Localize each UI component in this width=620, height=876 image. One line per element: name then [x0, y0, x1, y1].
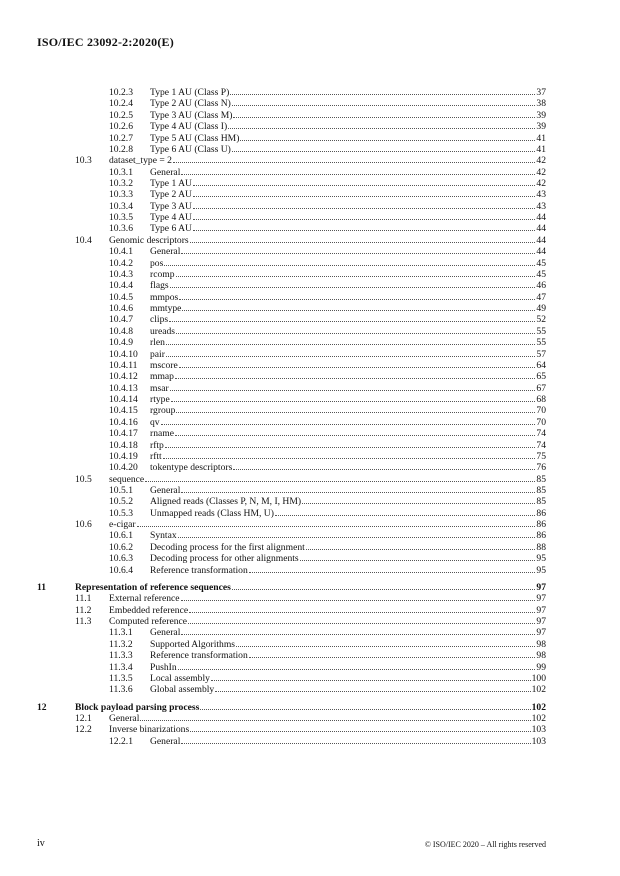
toc-entry-title: General — [150, 166, 181, 178]
toc-entry-title: Type 3 AU (Class M) — [150, 109, 233, 121]
toc-entry-number: 11.1 — [75, 593, 92, 605]
toc-entry-number: 12.1 — [75, 713, 92, 724]
toc-entry[interactable] — [0, 336, 620, 348]
toc-entry-number: 10.5.1 — [109, 485, 133, 496]
toc-entry-title: Type 4 AU — [150, 212, 192, 224]
toc-entry[interactable] — [0, 393, 620, 405]
leader-dots — [232, 151, 536, 152]
toc-entry[interactable] — [0, 450, 620, 462]
toc-entry-title: Reference transformation — [150, 564, 248, 576]
toc-entry-number: 10.2.5 — [109, 109, 133, 121]
toc-entry-number: 10.4.17 — [109, 428, 138, 440]
toc-entry-page: 74 — [536, 439, 546, 451]
toc-entry-title: sequence — [109, 473, 145, 485]
toc-entry-page: 85 — [536, 496, 546, 508]
toc-entry[interactable] — [0, 348, 620, 360]
toc-entry-page: 97 — [536, 581, 546, 593]
toc-entry-title: Type 1 AU — [150, 178, 192, 189]
toc-entry-number: 10.5 — [75, 473, 92, 485]
toc-entry[interactable] — [0, 638, 620, 650]
toc-entry-title: mmpos — [150, 291, 179, 303]
leader-dots — [232, 105, 536, 106]
toc-entry-title: Type 6 AU (Class U) — [150, 143, 231, 155]
toc-entry[interactable] — [0, 222, 620, 234]
toc-entry-title: Unmapped reads (Class HM, U) — [150, 507, 274, 519]
toc-entry[interactable] — [0, 473, 620, 485]
toc-entry-number: 12.2 — [75, 724, 92, 736]
toc-entry-number: 10.4.6 — [109, 303, 133, 314]
toc-entry-page: 47 — [536, 291, 546, 303]
toc-entry-page: 64 — [536, 359, 546, 371]
leader-dots — [178, 669, 536, 670]
leader-dots — [306, 549, 536, 550]
toc-entry[interactable] — [0, 529, 620, 541]
toc-entry-page: 43 — [536, 200, 546, 212]
toc-entry-title: General — [150, 246, 181, 258]
toc-entry-number: 11.3 — [75, 616, 92, 627]
toc-entry-number: 11.2 — [75, 604, 92, 616]
leader-dots — [189, 612, 535, 613]
toc-entry-number: 10.3.1 — [109, 166, 133, 178]
leader-dots — [236, 646, 535, 647]
toc-entry[interactable] — [0, 132, 620, 144]
toc-entry-title: mmtype — [150, 303, 182, 314]
toc-entry[interactable] — [0, 416, 620, 428]
toc-entry-page: 86 — [536, 519, 546, 531]
toc-entry-page: 97 — [536, 616, 546, 627]
toc-entry[interactable] — [0, 359, 620, 371]
toc-entry-number: 10.2.7 — [109, 132, 133, 144]
toc-entry-title: Type 2 AU (Class N) — [150, 98, 231, 110]
toc-entry[interactable] — [0, 439, 620, 451]
leader-dots — [200, 709, 530, 710]
toc-entry[interactable] — [0, 302, 620, 314]
toc-entry-page: 38 — [536, 98, 546, 110]
toc-entry-title: General — [150, 735, 181, 747]
toc-entry-page: 103 — [531, 724, 546, 736]
toc-entry-page: 41 — [536, 132, 546, 144]
toc-entry-title: Representation of reference sequences — [75, 581, 231, 593]
leader-dots — [233, 469, 535, 470]
leader-dots — [215, 691, 530, 692]
toc-entry-page: 37 — [536, 87, 546, 98]
toc-entry-number: 10.4.1 — [109, 246, 133, 258]
toc-entry-number: 10.3.3 — [109, 189, 133, 201]
toc-entry-number: 10.4.5 — [109, 291, 133, 303]
leader-dots — [190, 731, 530, 732]
toc-entry-title: Syntax — [150, 530, 177, 542]
toc-entry-title: qv — [150, 416, 160, 428]
toc-entry-number: 10.4.15 — [109, 405, 138, 417]
leader-dots — [249, 657, 536, 658]
toc-entry-page: 55 — [536, 337, 546, 349]
toc-entry[interactable] — [0, 325, 620, 337]
toc-entry[interactable] — [0, 279, 620, 291]
leader-dots — [170, 287, 536, 288]
toc-entry-page: 100 — [531, 672, 546, 684]
toc-entry-page: 95 — [536, 553, 546, 565]
toc-entry-page: 44 — [536, 234, 546, 246]
toc-entry[interactable] — [0, 495, 620, 507]
leader-dots — [175, 435, 535, 436]
toc-entry-number: 10.6.2 — [109, 541, 133, 553]
leader-dots — [176, 276, 536, 277]
toc-entry-number: 11.3.2 — [109, 638, 133, 650]
toc-entry[interactable] — [0, 683, 620, 695]
toc-entry-title: rftt — [150, 450, 162, 462]
toc-entry-title: Supported Algorithms — [150, 638, 236, 650]
leader-dots — [137, 526, 536, 527]
leader-dots — [181, 634, 535, 635]
leader-dots — [170, 390, 536, 391]
toc-entry[interactable] — [0, 461, 620, 473]
toc-entry[interactable] — [0, 712, 620, 724]
leader-dots — [166, 356, 535, 357]
toc-entry-title: PushIn — [150, 661, 177, 673]
leader-dots — [300, 560, 536, 561]
leader-dots — [164, 265, 535, 266]
toc-entry[interactable] — [0, 166, 620, 178]
toc-entry-number: 10.4.8 — [109, 325, 133, 337]
toc-entry-title: ureads — [150, 325, 176, 337]
leader-dots — [169, 321, 535, 322]
toc-entry-page: 55 — [536, 325, 546, 337]
toc-entry-number: 10.3.5 — [109, 212, 133, 224]
toc-entry-title: tokentype descriptors — [150, 462, 233, 474]
toc-entry[interactable] — [0, 143, 620, 155]
toc-entry-title: pair — [150, 348, 165, 360]
toc-entry-number: 10.4.13 — [109, 382, 138, 394]
toc-entry[interactable] — [0, 484, 620, 496]
toc-entry[interactable] — [0, 735, 620, 747]
toc-entry-page: 98 — [536, 638, 546, 650]
toc-entry-title: Computed reference — [109, 616, 188, 627]
toc-entry-page: 44 — [536, 223, 546, 235]
toc-entry-title: General — [150, 485, 181, 496]
toc-entry-number: 10.4.11 — [109, 359, 138, 371]
toc-entry-page: 45 — [536, 257, 546, 269]
toc-entry-number: 10.3.6 — [109, 223, 133, 235]
toc-entry[interactable] — [0, 211, 620, 223]
leader-dots — [193, 219, 535, 220]
leader-dots — [175, 378, 535, 379]
toc-entry-title: Type 4 AU (Class I) — [150, 121, 228, 133]
leader-dots — [233, 117, 535, 118]
toc-entry[interactable] — [0, 661, 620, 673]
toc-entry[interactable] — [0, 626, 620, 638]
leader-dots — [211, 680, 531, 681]
leader-dots — [193, 196, 535, 197]
leader-dots — [182, 310, 535, 311]
document-id-header: ISO/IEC 23092-2:2020(E) — [37, 35, 174, 49]
toc-entry-page: 39 — [536, 109, 546, 121]
toc-entry-number: 10.5.2 — [109, 496, 133, 508]
toc-entry[interactable] — [0, 382, 620, 394]
leader-dots — [228, 128, 535, 129]
copyright-notice: © ISO/IEC 2020 – All rights reserved — [424, 840, 546, 849]
toc-entry[interactable] — [0, 672, 620, 684]
toc-entry-page: 44 — [536, 246, 546, 258]
toc-entry[interactable] — [0, 507, 620, 519]
toc-entry-title: Inverse binarizations — [109, 724, 190, 736]
leader-dots — [145, 481, 535, 482]
toc-entry-title: pos — [150, 257, 164, 269]
toc-entry-title: clips — [150, 314, 169, 326]
toc-entry-page: 102 — [531, 684, 546, 696]
toc-entry[interactable] — [0, 120, 620, 132]
toc-entry[interactable] — [0, 649, 620, 661]
toc-entry-title: rgroup — [150, 405, 176, 417]
toc-entry[interactable] — [0, 245, 620, 257]
leader-dots — [193, 230, 535, 231]
toc-entry[interactable] — [0, 109, 620, 121]
toc-entry-page: 98 — [536, 650, 546, 662]
toc-entry-number: 10.4.4 — [109, 280, 133, 292]
page-number: iv — [37, 838, 45, 849]
toc-entry[interactable] — [0, 604, 620, 616]
toc-entry[interactable] — [0, 177, 620, 189]
toc-entry-number: 10.6.4 — [109, 564, 133, 576]
toc-entry-number: 10.3 — [75, 155, 92, 167]
toc-entry-number: 12 — [37, 701, 47, 713]
toc-entry-page: 70 — [536, 416, 546, 428]
leader-dots — [249, 572, 536, 573]
toc-entry-page: 99 — [536, 661, 546, 673]
toc-entry-page: 46 — [536, 280, 546, 292]
toc-entry-page: 70 — [536, 405, 546, 417]
toc-entry-number: 11 — [37, 581, 47, 593]
toc-entry[interactable] — [0, 313, 620, 325]
toc-entry-number: 10.4.18 — [109, 439, 138, 451]
toc-entry-title: Aligned reads (Classes P, N, M, I, HM) — [150, 496, 302, 508]
toc-entry-page: 68 — [536, 394, 546, 405]
leader-dots — [176, 412, 535, 413]
toc-entry-title: Global assembly — [150, 684, 215, 696]
toc-entry[interactable] — [0, 188, 620, 200]
toc-entry-title: mscore — [150, 359, 178, 371]
toc-entry-number: 10.4.2 — [109, 257, 133, 269]
leader-dots — [166, 344, 535, 345]
leader-dots — [275, 515, 536, 516]
leader-dots — [163, 458, 536, 459]
toc-entry-number: 11.3.3 — [109, 650, 133, 662]
toc-entry-title: rname — [150, 428, 174, 440]
toc-entry-page: 76 — [536, 462, 546, 474]
toc-entry-title: rlen — [150, 337, 165, 349]
toc-entry-title: Decoding process for the first alignment — [150, 541, 305, 553]
toc-entry-page: 52 — [536, 314, 546, 326]
leader-dots — [165, 447, 536, 448]
toc-entry-page: 75 — [536, 450, 546, 462]
toc-entry-number: 11.3.6 — [109, 684, 133, 696]
toc-entry-title: Type 1 AU (Class P) — [150, 87, 230, 98]
toc-entry-title: Type 2 AU — [150, 189, 192, 201]
toc-entry-page: 65 — [536, 371, 546, 383]
toc-entry[interactable] — [0, 404, 620, 416]
toc-entry[interactable] — [0, 200, 620, 212]
leader-dots — [302, 503, 535, 504]
toc-entry-page: 95 — [536, 564, 546, 576]
leader-dots — [193, 185, 535, 186]
toc-entry-page: 44 — [536, 212, 546, 224]
toc-entry-page: 42 — [536, 178, 546, 189]
toc-entry-page: 85 — [536, 485, 546, 496]
toc-entry-number: 10.3.2 — [109, 178, 133, 189]
toc-entry-number: 10.6.1 — [109, 530, 133, 542]
toc-entry-title: rtype — [150, 394, 170, 405]
toc-entry-page: 97 — [536, 627, 546, 639]
toc-entry[interactable] — [0, 234, 620, 246]
toc-entry-title: Genomic descriptors — [109, 234, 189, 246]
toc-entry[interactable] — [0, 291, 620, 303]
toc-entry[interactable] — [0, 552, 620, 564]
toc-entry-page: 97 — [536, 593, 546, 605]
toc-entry[interactable] — [0, 581, 620, 593]
leader-dots — [173, 162, 535, 163]
toc-entry-page: 85 — [536, 473, 546, 485]
toc-entry-page: 45 — [536, 268, 546, 280]
leader-dots — [181, 743, 530, 744]
toc-entry-page: 103 — [531, 735, 546, 747]
toc-entry[interactable] — [0, 268, 620, 280]
toc-entry-number: 10.4.16 — [109, 416, 138, 428]
toc-entry-title: Type 3 AU — [150, 200, 192, 212]
toc-entry-page: 42 — [536, 166, 546, 178]
toc-entry-title: msar — [150, 382, 169, 394]
toc-entry-title: External reference — [109, 593, 180, 605]
leader-dots — [181, 174, 535, 175]
toc-entry[interactable] — [0, 97, 620, 109]
toc-entry-number: 10.6.3 — [109, 553, 133, 565]
toc-entry-title: Decoding process for other alignments — [150, 553, 299, 565]
leader-dots — [181, 600, 536, 601]
toc-entry-title: dataset_type = 2 — [109, 155, 172, 167]
toc-entry-number: 10.4.10 — [109, 348, 138, 360]
toc-entry-number: 10.2.3 — [109, 87, 133, 98]
toc-entry[interactable] — [0, 518, 620, 530]
toc-entry-page: 42 — [536, 155, 546, 167]
leader-dots — [193, 208, 535, 209]
toc-entry-number: 12.2.1 — [109, 735, 133, 747]
toc-entry-title: e-cigar — [109, 519, 136, 531]
toc-entry-page: 67 — [536, 382, 546, 394]
toc-entry[interactable] — [0, 615, 620, 627]
toc-entry[interactable] — [0, 257, 620, 269]
leader-dots — [179, 367, 536, 368]
toc-entry[interactable] — [0, 427, 620, 439]
toc-entry-number: 11.3.5 — [109, 672, 133, 684]
toc-entry[interactable] — [0, 86, 620, 98]
toc-entry-page: 86 — [536, 507, 546, 519]
toc-entry-page: 49 — [536, 303, 546, 314]
toc-entry-page: 41 — [536, 143, 546, 155]
toc-entry[interactable] — [0, 723, 620, 735]
toc-entry-title: General — [150, 627, 181, 639]
toc-entry-number: 10.2.4 — [109, 98, 133, 110]
toc-entry-page: 97 — [536, 604, 546, 616]
leader-dots — [190, 242, 536, 243]
toc-entry-title: rftp — [150, 439, 164, 451]
toc-entry-number: 10.6 — [75, 519, 92, 531]
toc-entry-title: Type 5 AU (Class HM) — [150, 132, 240, 144]
toc-entry-page: 102 — [531, 701, 546, 713]
leader-dots — [161, 424, 536, 425]
toc-entry-title: mmap — [150, 371, 174, 383]
leader-dots — [179, 299, 535, 300]
toc-entry-number: 10.4 — [75, 234, 92, 246]
toc-entry-page: 74 — [536, 428, 546, 440]
toc-entry-title: Block payload parsing process — [75, 701, 200, 713]
toc-entry-number: 10.4.3 — [109, 268, 133, 280]
toc-entry-title: Type 6 AU — [150, 223, 192, 235]
toc-entry[interactable] — [0, 154, 620, 166]
toc-entry-page: 43 — [536, 189, 546, 201]
toc-entry-number: 10.4.20 — [109, 462, 138, 474]
toc-entry-title: General — [109, 713, 140, 724]
toc-entry[interactable] — [0, 370, 620, 382]
toc-entry-number: 10.5.3 — [109, 507, 133, 519]
toc-entry-number: 11.3.1 — [109, 627, 133, 639]
toc-entry-number: 10.2.8 — [109, 143, 133, 155]
toc-entry-number: 10.4.19 — [109, 450, 138, 462]
toc-entry-number: 11.3.4 — [109, 661, 133, 673]
toc-entry-page: 39 — [536, 121, 546, 133]
leader-dots — [140, 720, 530, 721]
toc-entry-number: 10.4.12 — [109, 371, 138, 383]
leader-dots — [230, 94, 535, 95]
leader-dots — [181, 253, 535, 254]
toc-entry-title: Embedded reference — [109, 604, 189, 616]
toc-entry-number: 10.4.9 — [109, 337, 133, 349]
leader-dots — [181, 492, 535, 493]
toc-entry-number: 10.4.14 — [109, 394, 138, 405]
toc-entry[interactable] — [0, 564, 620, 576]
toc-entry-number: 10.3.4 — [109, 200, 133, 212]
toc-entry[interactable] — [0, 701, 620, 713]
toc-entry[interactable] — [0, 541, 620, 553]
toc-entry-title: Local assembly — [150, 672, 210, 684]
toc-entry-page: 86 — [536, 530, 546, 542]
leader-dots — [240, 140, 535, 141]
toc-entry[interactable] — [0, 592, 620, 604]
leader-dots — [171, 401, 536, 402]
toc-entry-number: 10.2.6 — [109, 121, 133, 133]
leader-dots — [176, 333, 535, 334]
leader-dots — [232, 589, 536, 590]
leader-dots — [188, 623, 535, 624]
leader-dots — [178, 537, 536, 538]
toc-entry-title: Reference transformation — [150, 650, 248, 662]
toc-entry-number: 10.4.7 — [109, 314, 133, 326]
toc-entry-title: flags — [150, 280, 169, 292]
toc-entry-page: 102 — [531, 713, 546, 724]
toc-entry-title: rcomp — [150, 268, 175, 280]
toc-entry-page: 88 — [536, 541, 546, 553]
toc-entry-page: 57 — [536, 348, 546, 360]
